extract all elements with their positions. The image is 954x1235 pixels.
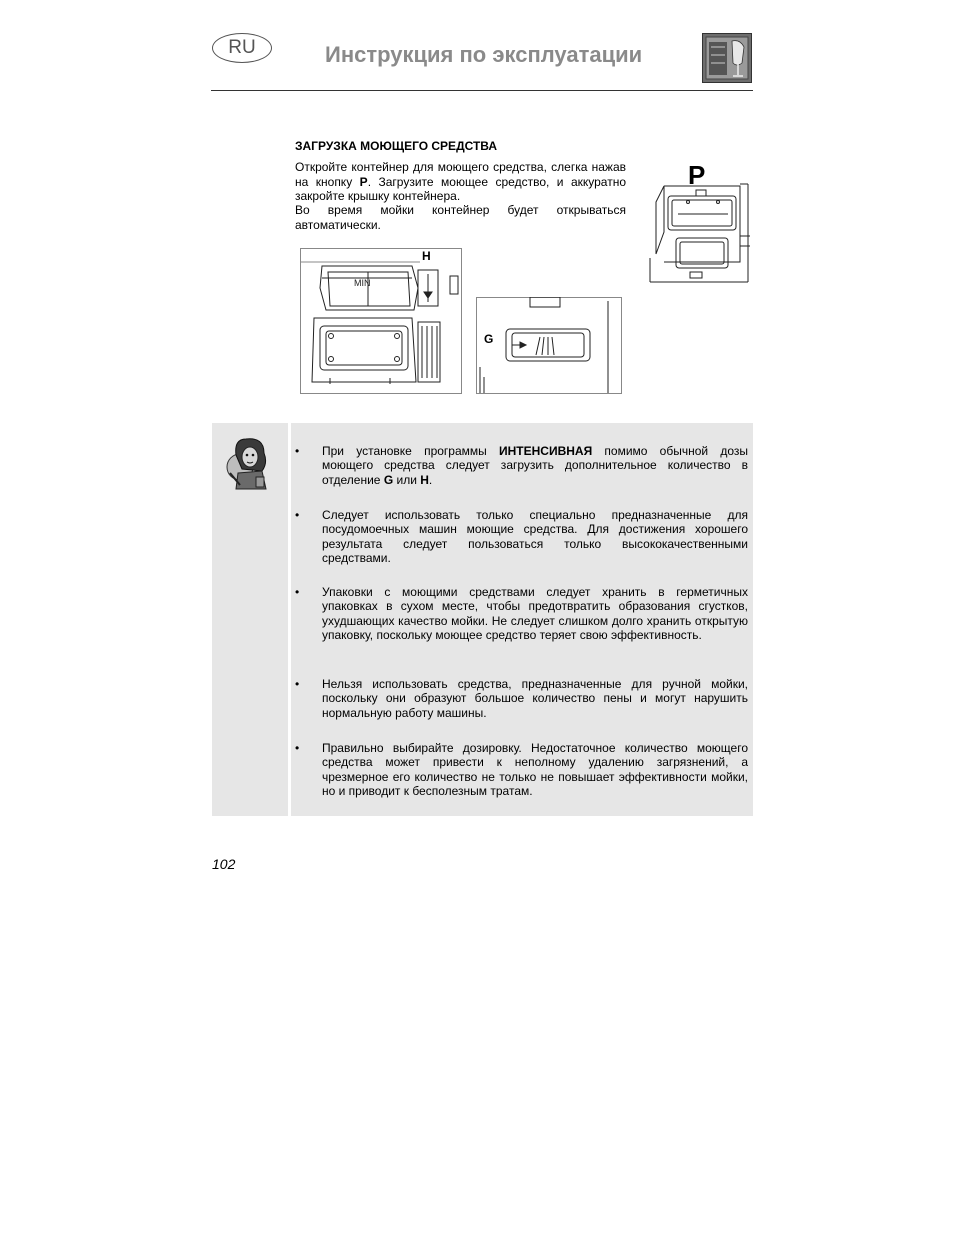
detergent-compartment-h-figure xyxy=(300,248,462,394)
page-title: Инструкция по эксплуатации xyxy=(325,42,643,67)
button-p-reference: P xyxy=(359,174,368,189)
auto-open-paragraph: Во время мойки контейнер будет открываться автоматически. xyxy=(295,203,626,232)
label-h: H xyxy=(422,249,431,263)
bullet-dot: • xyxy=(295,444,300,458)
notes-divider xyxy=(288,423,291,816)
note-text-part: . xyxy=(428,472,433,487)
note-text-bold: G xyxy=(383,472,394,487)
note-text xyxy=(322,585,748,642)
note-text xyxy=(322,508,748,565)
label-p: P xyxy=(688,162,706,190)
mascot-figure-icon xyxy=(224,433,270,491)
note-text-part: или xyxy=(393,472,421,487)
instruction-text-continued: . Загрузите моющее средство, и аккуратно закройте крышку контейнера. xyxy=(295,174,627,203)
dishwasher-logo-icon xyxy=(702,33,752,83)
language-badge xyxy=(212,33,272,63)
bullet-dot: • xyxy=(295,741,300,755)
bullet-dot: • xyxy=(295,585,300,599)
page-number: 102 xyxy=(212,856,236,872)
language-code: RU xyxy=(228,37,256,58)
note-text-part: При установке программы xyxy=(322,444,499,458)
note-text-part: Нельзя использовать средства, предназначенные для ручной мойки, поскольку они образуют большое количество пены и могут нарушить нормальную работу машины. xyxy=(322,677,748,720)
label-g: G xyxy=(484,332,494,346)
note-text-part: Правильно выбирайте дозировку. Недостаточное количество моющего средства может привести к неполному удалению загрязнений, а чрезмерное его количество не только не повышает эффективности мойки, но и приводит к бесполезным тратам. xyxy=(322,741,748,798)
note-text-part: помимо обычной дозы моющего средства следует загрузить дополнительное количество в отделение xyxy=(322,444,748,487)
bullet-dot: • xyxy=(295,508,300,522)
detergent-compartment-g-figure xyxy=(476,297,622,394)
note-text xyxy=(322,677,748,720)
label-min: MIN xyxy=(354,278,371,288)
note-text-bold: H xyxy=(420,472,429,487)
instruction-paragraph xyxy=(295,160,626,204)
note-text xyxy=(322,444,748,487)
note-text-bold: ИНТЕНСИВНАЯ xyxy=(498,444,593,458)
section-heading: ЗАГРУЗКА МОЮЩЕГО СРЕДСТВА xyxy=(295,139,498,153)
instruction-text: Откройте контейнер для моющего средства, слегка нажав на кнопку xyxy=(295,160,626,189)
dispenser-button-p-figure xyxy=(648,162,750,288)
note-text xyxy=(322,741,748,798)
note-text-part: Следует использовать только специально предназначенные для посудомоечных машин моющие средства. Для достижения хорошего результата следует пользоваться только высококачественными средствами. xyxy=(322,508,748,565)
bullet-dot: • xyxy=(295,677,300,691)
note-text-part: Упаковки с моющими средствами следует хранить в герметичных упаковках в сухом месте, чтобы предотвратить образования сгустков, ухудшающих качество мойки. Не следует слишком долго хранить открытую упаковку, поскольку моющее средство теряет свою эффективность. xyxy=(322,585,748,642)
header-divider xyxy=(211,90,753,91)
